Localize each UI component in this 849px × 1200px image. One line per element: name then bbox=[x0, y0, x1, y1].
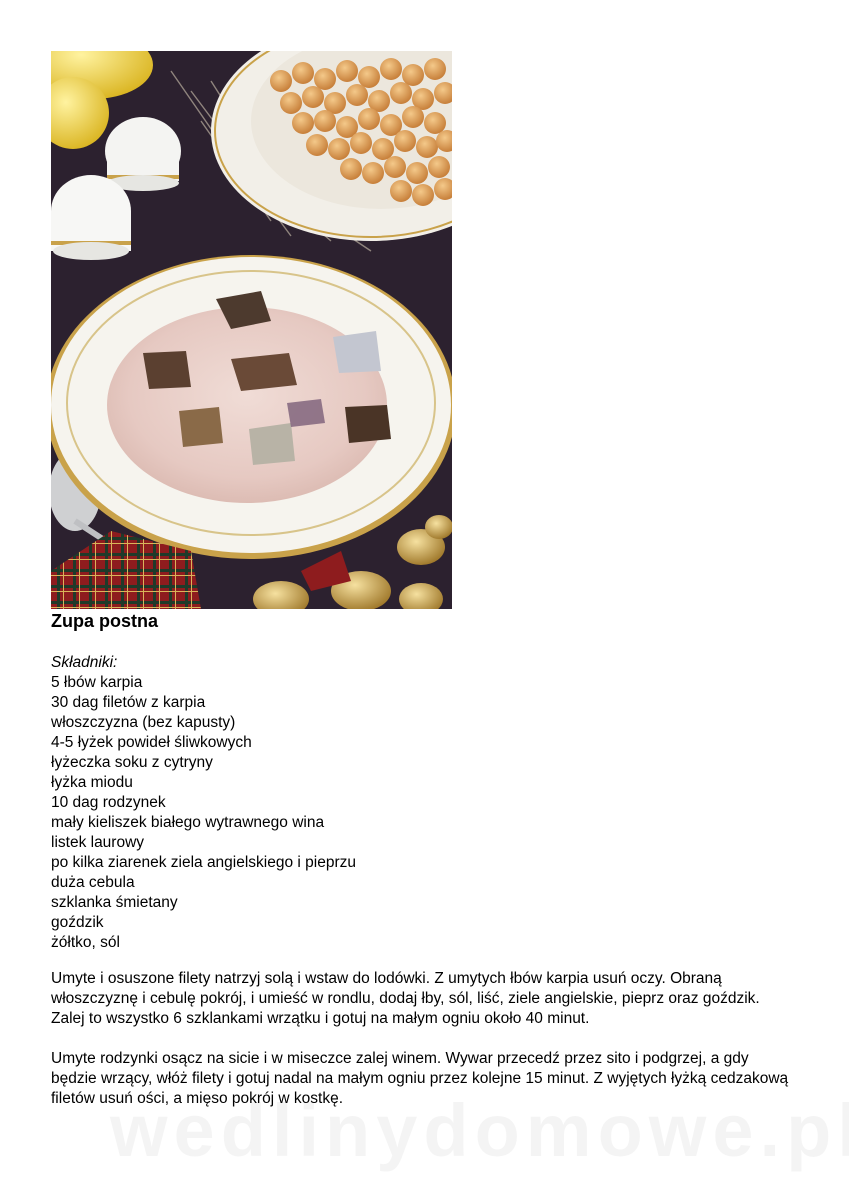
ingredients-list bbox=[51, 673, 811, 953]
ingredient-item: włoszczyzna (bez kapusty) bbox=[51, 714, 236, 731]
ingredient-item: po kilka ziarenek ziela angielskiego i pieprzu bbox=[51, 854, 357, 871]
ingredient-item: łyżka miodu bbox=[51, 774, 133, 791]
ingredient-item: łyżeczka soku z cytryny bbox=[51, 754, 213, 771]
recipe-title: Zupa postna bbox=[51, 611, 158, 631]
recipe-photo bbox=[51, 51, 452, 609]
ingredients-label: Składniki: bbox=[51, 654, 118, 671]
step-paragraph: Umyte rodzynki osącz na sicie i w miseczce zalej winem. Wywar przecedź przez sito i podgrzej, a gdy będzie wrzący, włóż filety i gotuj nadal na małym ogniu przez kolejne 15 minut. Z wyjętych łyżką cedzakową filetów usuń ości, a mięso pokrój w kostkę. bbox=[51, 1050, 789, 1107]
ingredient-item: duża cebula bbox=[51, 874, 135, 891]
ingredient-item: żółtko, sól bbox=[51, 934, 120, 951]
soup-bowl-illustration bbox=[51, 51, 452, 609]
ingredient-item: 30 dag filetów z karpia bbox=[51, 694, 206, 711]
ingredient-item: 4-5 łyżek powideł śliwkowych bbox=[51, 734, 252, 751]
step-paragraph: Umyte i osuszone filety natrzyj solą i wstaw do lodówki. Z umytych łbów karpia usuń oczy. Obraną włoszczyznę i cebulę pokrój, i umieść w rondlu, dodaj łby, sól, liść, ziele angielskie, pieprz oraz goździk. Zalej to wszystko 6 szklankami wrzątku i gotuj na małym ogniu około 40 minut. bbox=[51, 970, 760, 1027]
ingredient-item: goździk bbox=[51, 914, 104, 931]
pepper-shaker-icon bbox=[51, 175, 131, 260]
ingredient-item: szklanka śmietany bbox=[51, 894, 178, 911]
ingredient-item: mały kieliszek białego wytrawnego wina bbox=[51, 814, 325, 831]
ingredient-item: listek laurowy bbox=[51, 834, 145, 851]
salt-shaker-icon bbox=[105, 117, 181, 191]
ingredient-item: 10 dag rodzynek bbox=[51, 794, 166, 811]
ingredients-section bbox=[51, 653, 811, 953]
soup-bowl bbox=[51, 255, 452, 559]
ingredient-item: 5 łbów karpia bbox=[51, 674, 143, 691]
preparation-steps bbox=[51, 969, 796, 1129]
